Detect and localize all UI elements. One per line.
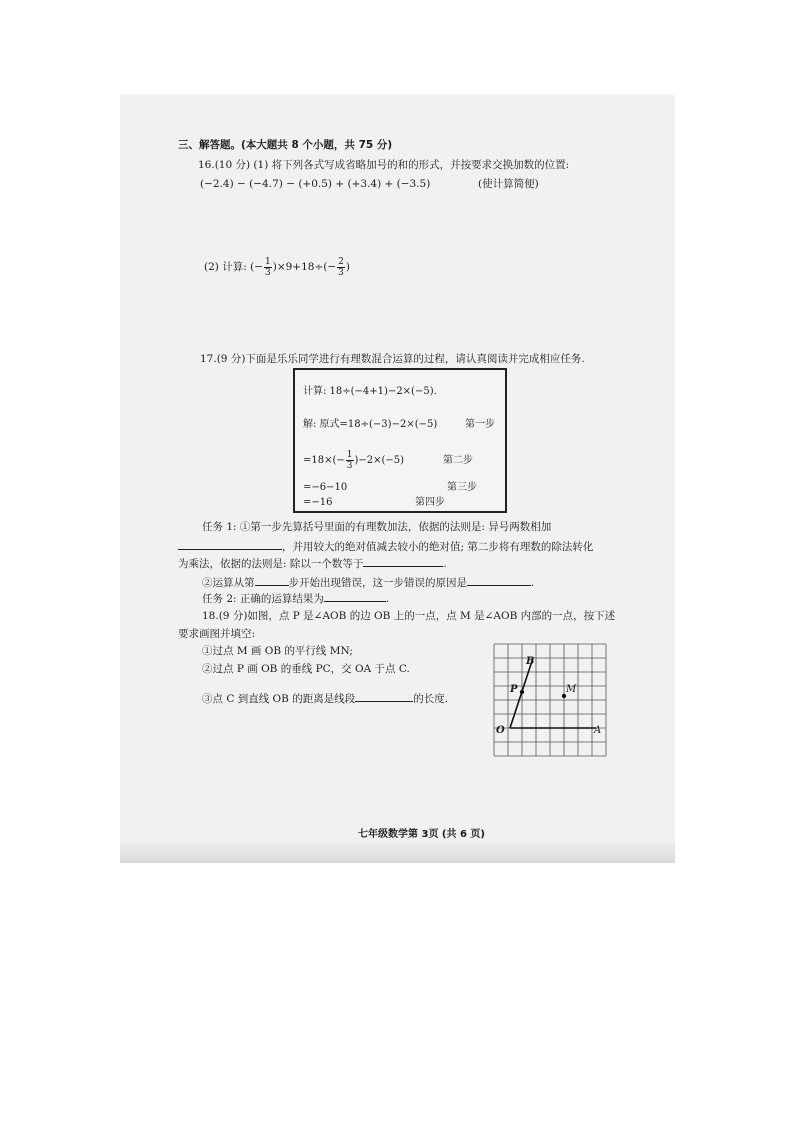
calc-step2-fraction [346,450,354,471]
label-m: M [566,684,577,695]
calc-step4: =−16 [303,497,333,508]
q16-line1: 16.(10 分) (1) 将下列各式写成省略加号的和的形式，并按要求交换加数的位置: [198,159,570,171]
q18-item3-row [202,691,448,706]
q16-fraction-2 [337,257,345,278]
label-b: B [526,656,535,667]
task1-blank-1[interactable] [178,539,282,550]
task1-reason-blank[interactable] [467,575,531,586]
q16-frac2-num: 2 [338,256,344,267]
task1-q2-b: 步开始出现错误，这一步错误的原因是 [288,577,467,589]
calc-step2-suffix: )−2×(−5) [354,455,405,466]
q17-intro: 17.(9 分)下面是乐乐同学进行有理数混合运算的过程，请认真阅读并完成相应任务. [200,353,585,365]
task1-step-blank[interactable] [255,575,289,586]
label-o: O [496,725,505,736]
q18-intro: 18.(9 分)如图，点 P 是∠AOB 的边 OB 上的一点，点 M 是∠AOB 内部的一点，按下述 [202,610,616,622]
calc-step2-label: 第二步 [443,455,473,466]
q18-item2: ②过点 P 画 OB 的垂线 PC，交 OA 于点 C. [202,663,410,675]
point-p-dot [520,690,524,694]
task1-line3-end: . [443,558,447,570]
q18-item3-suffix: 的长度. [413,693,449,705]
q18-item1: ①过点 M 画 OB 的平行线 MN; [202,645,353,657]
q16-frac2-den: 3 [338,267,344,278]
q18-segment-blank[interactable] [355,691,413,702]
q16-part2-suffix: ) [345,261,350,273]
task1-q2-a: ②运算从第 [202,577,255,589]
q16-frac1-den: 3 [264,267,271,278]
task2-end: . [385,593,390,605]
task1-line2-row [178,539,593,554]
q16-part2 [204,256,350,278]
task2-result-blank[interactable] [324,591,386,602]
q16-frac1-num: 1 [264,256,271,267]
calc-step3: =−6−10 [303,482,348,493]
scan-edge-shadow [120,840,675,863]
calc-step4-label: 第四步 [415,497,445,508]
grid-lines [494,644,606,756]
task1-line3-row [178,556,447,571]
task1-q2-row [202,575,534,590]
task1-line1: 任务 1: ①第一步先算括号里面的有理数加法，依据的法则是: 异号两数相加 [202,521,552,533]
task1-line3: 为乘法，依据的法则是: 除以一个数等于 [178,558,364,570]
task1-q2-end: . [531,577,535,589]
calc-step2-frac-num: 1 [346,450,353,460]
task1-line2: ，并用较大的绝对值减去较小的绝对值; 第二步将有理数的除法转化 [282,541,594,553]
q18-intro2: 要求画图并填空: [178,628,256,640]
calc-step2-frac-den: 3 [346,461,353,471]
calc-step1: 解: 原式=18÷(−3)−2×(−5) [303,419,438,430]
label-a: A [594,725,602,736]
q18-item3-prefix: ③点 C 到直线 OB 的距离是线段 [202,693,356,705]
calc-step1-label: 第一步 [465,419,495,430]
section-title: 三、解答题。(本大题共 8 个小题，共 75 分) [178,139,393,151]
q16-fraction-1 [264,257,272,278]
task2-text: 任务 2: 正确的运算结果为 [202,593,324,605]
calc-step2-prefix: =18×(− [303,455,345,466]
q16-part2-prefix: (2) 计算: (− [204,261,263,273]
q16-hint: (使计算简便) [478,178,539,190]
angle-grid-figure [490,640,612,758]
task1-blank-2[interactable] [363,556,443,567]
task2-row [202,591,389,606]
calc-title: 计算: 18÷(−4+1)−2×(−5). [303,386,437,397]
calculation-box [293,368,507,513]
page-footer: 七年级数学第 3页 (共 6 页) [358,829,485,840]
q16-expression: (−2.4) − (−4.7) − (+0.5) + (+3.4) + (−3.5) [200,178,431,190]
q16-part2-mid: )×9+18÷(− [272,261,337,273]
label-p: P [510,684,518,695]
calc-step3-label: 第三步 [447,482,477,493]
calc-step2 [303,450,404,472]
